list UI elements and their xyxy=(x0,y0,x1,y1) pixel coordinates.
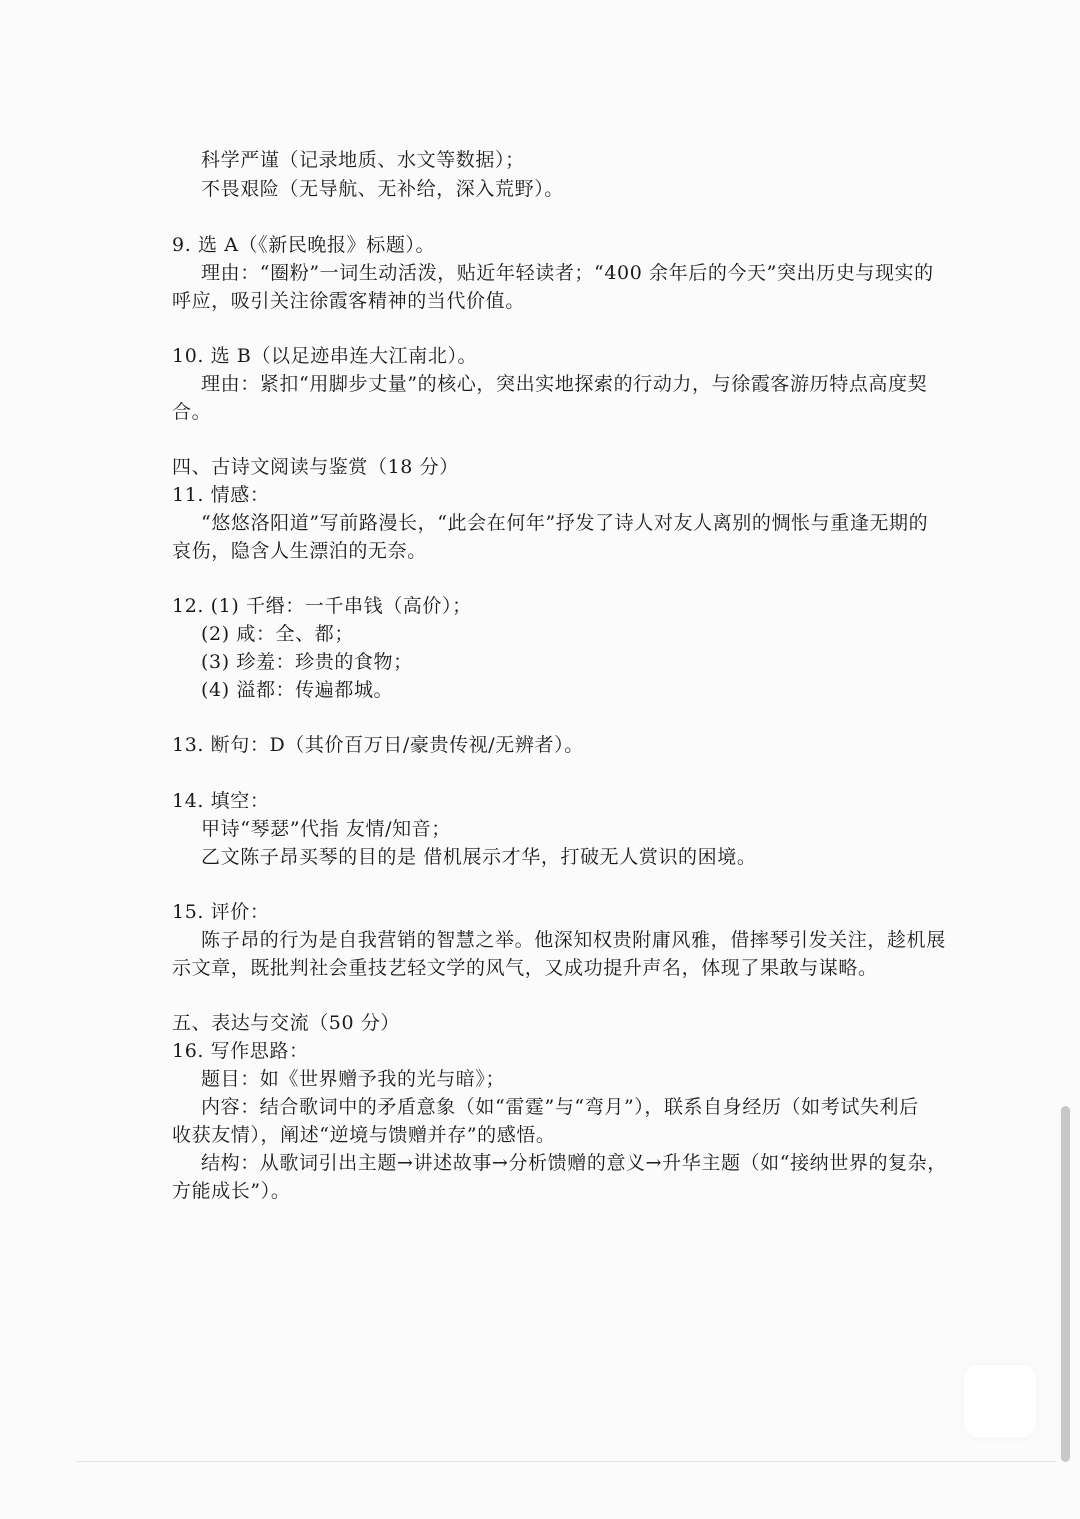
answer-line: 理由：紧扣“用脚步丈量”的核心，突出实地探索的行动力，与徐霞客游历特点高度契 xyxy=(201,373,928,395)
question-12-item-2: (2) 咸：全、都； xyxy=(201,623,354,645)
question-12-item-3: (3) 珍羞：珍贵的食物； xyxy=(201,651,413,673)
question-14-heading: 14. 填空： xyxy=(172,790,270,812)
answer-line: “悠悠洛阳道”写前路漫长，“此会在何年”抒发了诗人对友人离别的惆怅与重逢无期的 xyxy=(201,512,929,534)
answer-line: 乙文陈子昂买琴的目的是 借机展示才华，打破无人赏识的困境。 xyxy=(201,846,757,868)
answer-line: 示文章，既批判社会重技艺轻文学的风气，又成功提升声名，体现了果敢与谋略。 xyxy=(172,957,878,979)
answer-line: 方能成长”）。 xyxy=(172,1180,291,1202)
question-12-item-4: (4) 溢都：传遍都城。 xyxy=(201,679,394,701)
answer-line: 内容：结合歌词中的矛盾意象（如“雷霆”与“弯月”），联系自身经历（如考试失利后 xyxy=(201,1096,919,1118)
answer-line: 科学严谨（记录地质、水文等数据）； xyxy=(201,149,525,171)
answer-line: 收获友情），阐述“逆境与馈赠并存”的感悟。 xyxy=(172,1124,556,1146)
question-16-heading: 16. 写作思路： xyxy=(172,1040,309,1062)
answer-line: 不畏艰险（无导航、无补给，深入荒野）。 xyxy=(201,178,564,200)
question-15-heading: 15. 评价： xyxy=(172,901,270,923)
answer-line: 陈子昂的行为是自我营销的智慧之举。他深知权贵附庸风雅，借摔琴引发关注，趁机展 xyxy=(201,929,946,951)
question-10-heading: 10. 选 B（以足迹串连大江南北）。 xyxy=(172,345,478,367)
answer-line: 结构：从歌词引出主题→讲述故事→分析馈赠的意义→升华主题（如“接纳世界的复杂， xyxy=(201,1152,947,1174)
divider xyxy=(76,1461,1056,1462)
question-11-heading: 11. 情感： xyxy=(172,484,270,506)
answer-line: 题目：如《世界赠予我的光与暗》； xyxy=(201,1068,506,1090)
answer-line: 合。 xyxy=(172,401,212,423)
answer-line: 哀伤，隐含人生漂泊的无奈。 xyxy=(172,540,427,562)
answer-line: 甲诗“琴瑟”代指 友情/知音； xyxy=(201,818,451,840)
question-12-item-1: 12. (1) 千缗：一千串钱（高价）； xyxy=(172,595,472,617)
scrollbar-thumb[interactable] xyxy=(1061,1106,1070,1462)
answer-line: 理由：“圈粉”一词生动活泼，贴近年轻读者；“400 余年后的今天”突出历史与现实的 xyxy=(201,262,934,284)
question-13-heading: 13. 断句：D（其价百万日/豪贵传视/无辨者）。 xyxy=(172,734,584,756)
section-5-heading: 五、表达与交流（50 分） xyxy=(172,1012,401,1034)
question-9-heading: 9. 选 A（《新民晚报》标题）。 xyxy=(172,234,436,256)
floating-button[interactable] xyxy=(964,1365,1036,1437)
answer-line: 呼应，吸引关注徐霞客精神的当代价值。 xyxy=(172,290,525,312)
section-4-heading: 四、古诗文阅读与鉴赏（18 分） xyxy=(172,456,459,478)
